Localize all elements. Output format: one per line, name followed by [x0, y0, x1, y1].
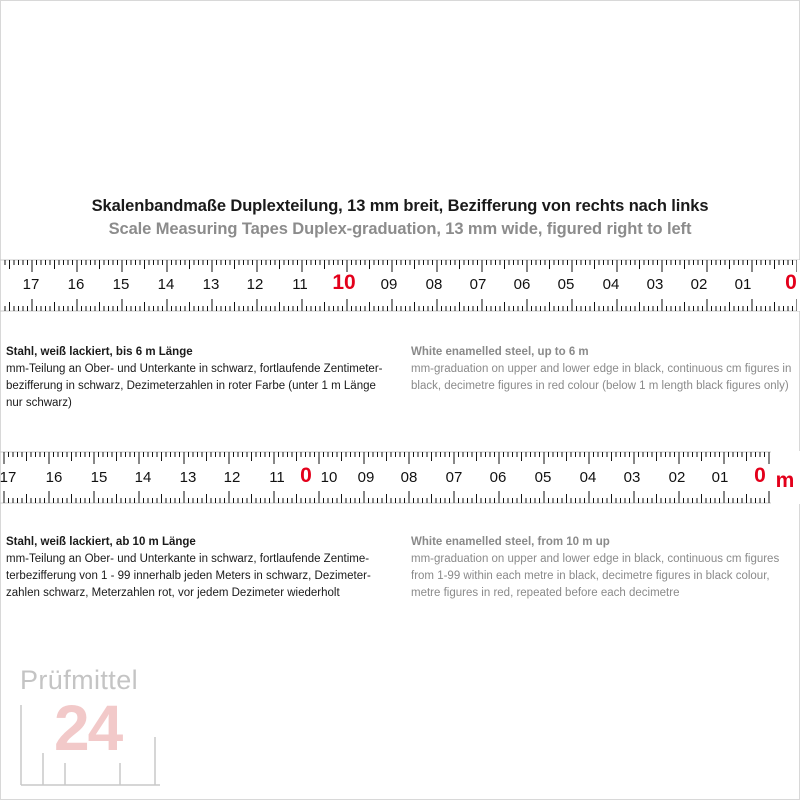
tape-label: 13 [179, 469, 197, 486]
tape-label: 01 [734, 276, 752, 293]
tape-label: 13 [202, 276, 220, 293]
tape-label: 06 [489, 469, 507, 486]
logo-wordmark: Prüfmittel [20, 665, 139, 695]
description-line: mm-graduation on upper and lower edge in black, continuous cm figures in [411, 363, 792, 375]
description-heading: White enamelled steel, from 10 m up [411, 536, 610, 548]
title-german: Skalenbandmaße Duplexteilung, 13 mm breit, Bezifferung von rechts nach links [91, 197, 709, 215]
tape-label: 05 [557, 276, 575, 293]
tape-label: 10 [320, 469, 338, 486]
title-english: Scale Measuring Tapes Duplex-graduation, 13 mm wide, figured right to left [108, 220, 692, 238]
description-line: terbezifferung von 1 - 99 innerhalb jeden Meters in schwarz, Dezimeter- [6, 570, 371, 582]
description-tape2-english [411, 534, 796, 602]
tape-label: 08 [425, 276, 443, 293]
description-heading: White enamelled steel, up to 6 m [411, 346, 589, 358]
logo-number: 24 [54, 692, 122, 764]
mm-graduation [4, 452, 769, 503]
tape-measure-from-10m [0, 447, 800, 509]
description-line: bezifferung in schwarz, Dezimeterzahlen in roter Farbe (unter 1 m Länge [6, 380, 376, 392]
tape-label: 03 [646, 276, 664, 293]
tape-label: 06 [513, 276, 531, 293]
tape-label: 0 [754, 464, 766, 487]
description-tape2-german [6, 534, 391, 602]
tape-label: 04 [579, 469, 597, 486]
description-line: mm-Teilung an Ober- und Unterkante in schwarz, fortlaufende Zentimeter- [6, 363, 383, 375]
description-line: from 1-99 within each metre in black, decimetre figures in black colour, [411, 570, 770, 582]
tape-label: 09 [357, 469, 375, 486]
tape-label: 16 [45, 469, 63, 486]
tape-label: 17 [0, 469, 17, 486]
tape-label: 14 [157, 276, 175, 293]
tape-label: 11 [269, 469, 285, 486]
tape-label: 02 [690, 276, 708, 293]
tape-measure-up-to-6m [0, 255, 800, 317]
tape-label: 03 [623, 469, 641, 486]
tape-label: 0 [785, 271, 797, 294]
tape-label: 02 [668, 469, 686, 486]
description-line: nur schwarz) [6, 397, 72, 409]
tape-label: 16 [67, 276, 85, 293]
tape-label: 08 [400, 469, 418, 486]
description-line: mm-graduation on upper and lower edge in black, continuous cm figures [411, 553, 780, 565]
description-line: metre figures in red, repeated before each decimetre [411, 587, 680, 599]
tape-label: 10 [332, 271, 356, 294]
tape-label: 07 [469, 276, 487, 293]
tape-label: 09 [380, 276, 398, 293]
description-heading: Stahl, weiß lackiert, bis 6 m Länge [6, 346, 193, 358]
description-line: black, decimetre figures in red colour (below 1 m length black figures only) [411, 380, 789, 392]
tape-label: 12 [246, 276, 264, 293]
pruefmittel24-logo [20, 665, 170, 790]
tape-label: 15 [90, 469, 108, 486]
tape-label: 14 [134, 469, 152, 486]
tape-label: 0 [300, 464, 312, 487]
description-line: zahlen schwarz, Meterzahlen rot, vor jedem Dezimeter wiederholt [6, 587, 340, 599]
tape-label: 05 [534, 469, 552, 486]
description-tape1-english [411, 344, 796, 395]
tape-label: 01 [711, 469, 729, 486]
description-tape1-german [6, 344, 391, 412]
tape-label-unit: m [775, 469, 795, 492]
tape-label: 15 [112, 276, 130, 293]
tape-label: 12 [223, 469, 241, 486]
tape-label: 04 [602, 276, 620, 293]
tape-label: 11 [292, 276, 308, 293]
description-line: mm-Teilung an Ober- und Unterkante in schwarz, fortlaufende Zentime- [6, 553, 370, 565]
tape-label: 07 [445, 469, 463, 486]
tape-label: 17 [22, 276, 40, 293]
description-heading: Stahl, weiß lackiert, ab 10 m Länge [6, 536, 196, 548]
